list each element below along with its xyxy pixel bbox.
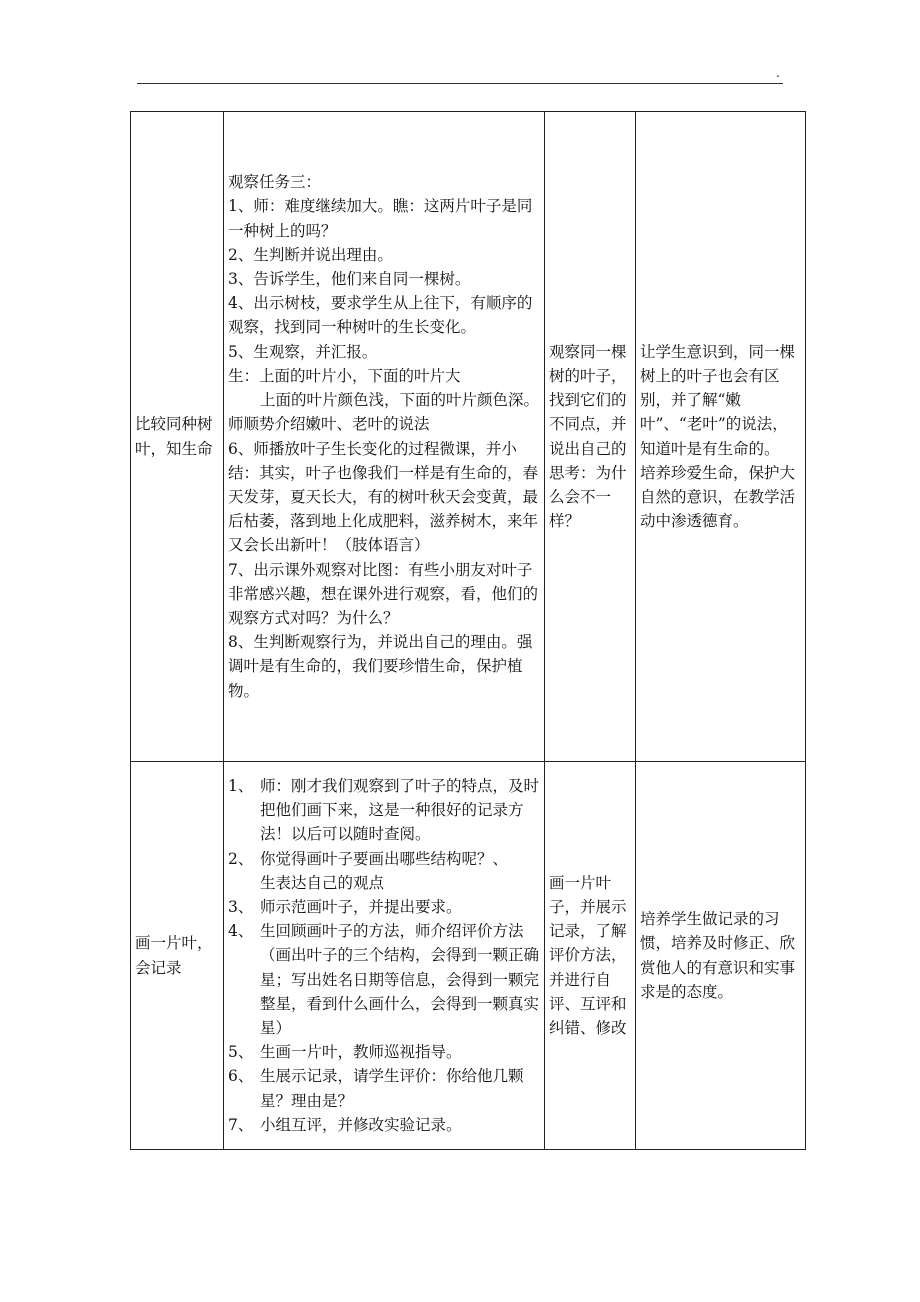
row1-intent (636, 112, 806, 762)
row1-student: 观察同一棵树的叶子，找到它们的不同点，并说出自己的思考：为什么会不一样？ (545, 112, 636, 762)
process-line: 8、生判断观察行为，并说出自己的理由。强调叶是有生命的，我们要珍惜生命，保护植物。 (228, 633, 533, 700)
process-line: 2、生判断并说出理由。 (228, 245, 393, 264)
list-item-number: 2、 (228, 849, 254, 868)
list-item-number: 3、 (228, 897, 254, 916)
row1-process (224, 112, 545, 762)
list-item (228, 847, 540, 871)
list-item-number: 1、 (228, 776, 254, 795)
row2-title: 画一片叶，会记录 (131, 762, 224, 1150)
list-item (228, 1113, 540, 1137)
list-item (228, 774, 540, 847)
list-item-number: 6、 (228, 1067, 254, 1086)
list-item-text: 你觉得画叶子要画出哪些结构呢？、 (260, 849, 509, 868)
header-rule (137, 83, 783, 84)
list-item-text: 生画一片叶，教师巡视指导。 (260, 1043, 462, 1062)
list-item-text: 小组互评，并修改实验记录。 (260, 1115, 462, 1134)
table-row (131, 112, 806, 762)
list-item (228, 895, 540, 919)
list-item-text: 生展示记录，请学生评价：你给他几颗星？理由是？ (260, 1067, 524, 1110)
process-line: 师顺势介绍嫩叶、老叶的说法 (228, 415, 430, 434)
list-item (228, 1040, 540, 1064)
list-item (228, 919, 540, 1040)
row2-intent: 培养学生做记录的习惯，培养及时修正、欣赏他人的有意识和实事求是的态度。 (636, 762, 806, 1150)
process-line (228, 388, 540, 412)
list-item-text: 生回顾画叶子的方法，师介绍评价方法（画出叶子的三个结构，会得到一颗正确星；写出姓名日期等信息，会得到一颗完整星，看到什么画什么，会得到一颗真实星） (260, 922, 540, 1037)
list-item-text: 师：刚才我们观察到了叶子的特点，及时把他们画下来，这是一种很好的记录方法！以后可以随时查阅。 (260, 776, 540, 844)
row2-student: 画一片叶子，并展示记录，了解评价方法，并进行自评、互评和纠错、修改 (545, 762, 636, 1150)
list-item-text: 师示范画叶子，并提出要求。 (260, 897, 462, 916)
process-line: 生：上面的叶片小，下面的叶片大 (228, 366, 461, 385)
list-item-number: 4、 (228, 922, 254, 941)
row1-title: 比较同种树叶，知生命 (131, 112, 224, 762)
process-line: 6、师播放叶子生长变化的过程微课，并小结：其实，叶子也像我们一样是有生命的，春天发芽，夏天长大，有的树叶秋天会变黄，最后枯萎，落到地上化成肥料，滋养树木，来年又会长出新叶！（肢体语言） (228, 439, 539, 555)
process-line: 7、出示课外观察对比图：有些小朋友对叶子非常感兴趣，想在课外进行观察，看，他们的观察方式对吗？为什么？ (228, 560, 539, 627)
row2-process (224, 762, 545, 1150)
process-line: 1、师：难度继续加大。瞧：这两片叶子是同一种树上的吗？ (228, 197, 533, 240)
process-line: 3、告诉学生，他们来自同一棵树。 (228, 270, 471, 289)
process-line-text: 上面的叶片颜色浅，下面的叶片颜色深。 (260, 391, 540, 410)
intent-line: 让学生意识到，同一棵树上的叶子也会有区别，并了解“嫩叶”、“老叶”的说法，知道叶是有生命的。 (640, 342, 796, 458)
process-line: 4、出示树枝，要求学生从上往下，有顺序的观察，找到同一种树叶的生长变化。 (228, 294, 533, 337)
list-item-number: 5、 (228, 1043, 254, 1062)
list-sub-item: 生表达自己的观点 (260, 873, 385, 892)
process-line: 5、生观察，并汇报。 (228, 342, 378, 361)
list-item-number: 7、 (228, 1115, 254, 1134)
list-item (228, 1064, 540, 1112)
intent-line: 培养珍爱生命，保护大自然的意识，在教学活动中渗透德育。 (640, 463, 796, 531)
table-row (131, 762, 806, 1150)
header-dot: . (776, 66, 780, 80)
lesson-plan-table (130, 111, 806, 1150)
process-line: 观察任务三： (228, 173, 322, 192)
